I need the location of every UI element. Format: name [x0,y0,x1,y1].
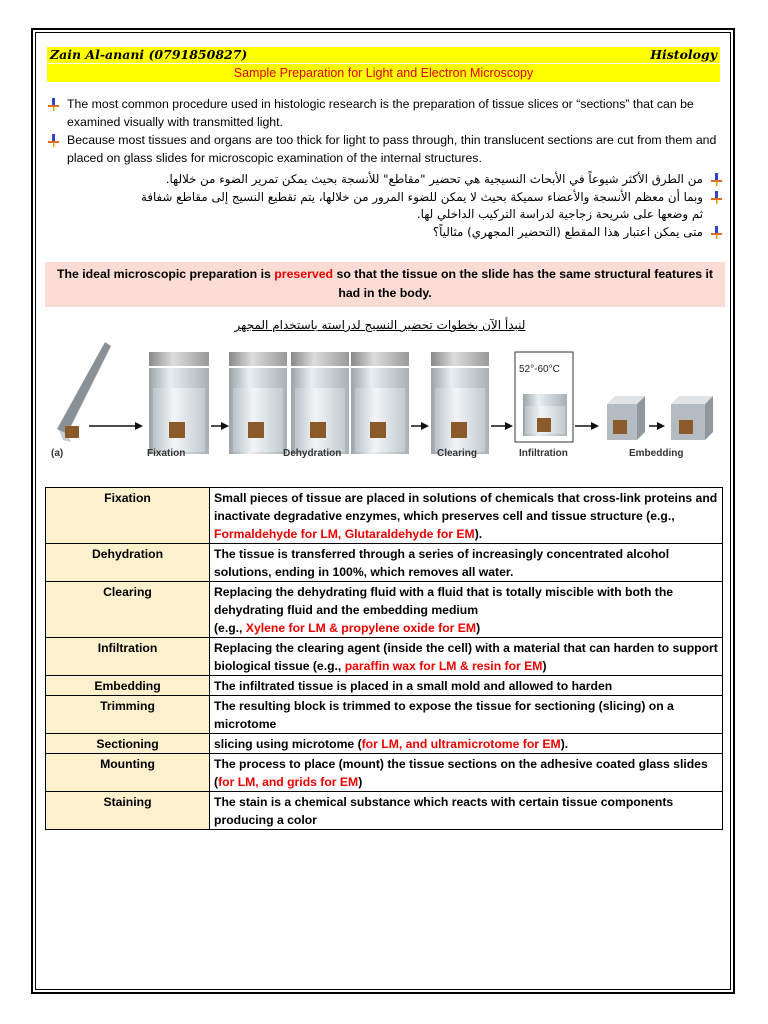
statement-before: The ideal microscopic preparation is [56,267,275,281]
stage-label-clearing: Clearing [437,448,478,459]
step-term: Embedding [46,676,210,696]
list-item [45,95,725,131]
list-item [45,131,725,167]
table-row [46,792,723,830]
table-row [46,582,723,638]
stage-label-embedding: Embedding [629,448,684,459]
bullet-text: متى يمكن اعتبار هذا المقطع (التحضير المجهري) مثالياً؟ [432,224,703,239]
stage-label-fixation: Fixation [147,448,186,459]
list-item [100,171,725,189]
scalpel-icon [57,342,111,442]
clearing-jar-icon [431,352,489,454]
step-description [210,488,723,544]
dehydration-jar-icon [229,352,287,454]
arrow-icon [411,422,429,430]
step-text-end: ) [542,659,547,673]
step-description [210,696,723,734]
key-statement-box [45,262,725,307]
statement-after: so that the tissue on the slide has the same structural features it had in the body. [333,267,714,300]
bullet-text: Because most tissues and organs are too thick for light to pass through, thin translucent sections are cut from them and placed on glass slides for microscopic examination of the internal structures. [67,133,717,165]
subject-label: Histology [650,47,717,62]
step-example: Formaldehyde for LM, Glutaraldehyde for EM [214,527,475,541]
step-example: Xylene for LM & propylene oxide for EM [245,621,477,635]
arabic-section-heading: لنبدأ الآن بخطوات تحضير النسيج لدراسته باستخدام المجهر [234,318,526,332]
table-row [46,734,723,754]
step-text: The infiltrated tissue is placed in a small mold and allowed to harden [214,679,613,693]
step-example: paraffin wax for LM & resin for EM [344,659,543,673]
list-item [100,189,725,207]
step-description [210,582,723,638]
step-description [210,638,723,676]
pushpin-bullet-icon [47,134,60,147]
step-description [210,734,723,754]
arrow-icon [491,422,513,430]
stage-label-dehydration: Dehydration [283,448,342,459]
stage-label-infiltration: Infiltration [519,448,568,459]
step-description [210,792,723,830]
table-row [46,638,723,676]
pushpin-bullet-icon [710,226,723,239]
step-term: Sectioning [46,734,210,754]
statement-emphasis: preserved [274,267,334,281]
bullet-text: من الطرق الأكثر شيوعاً في الأبحاث النسيجية هي تحضير "مقاطع" للأنسجة بحيث يمكن تمرير الضوء من خلالها. [165,172,703,186]
table-row [46,544,723,582]
step-example: for LM, and grids for EM [218,775,359,789]
arrow-icon [89,422,143,430]
arrow-icon [211,422,229,430]
step-term: Trimming [46,696,210,734]
step-text: Replacing the dehydrating fluid with a fluid that is totally miscible with both the dehydrating fluid and the embedding medium (e.g., [214,585,674,635]
bullet-text: وبما أن معظم الأنسجة والأعضاء سميكة بحيث لا يمكن للضوء المرور من خلالها، يتم تقطيع النسيج إلى مقاطع شفافة [141,189,703,204]
step-text-end: ). [474,527,483,541]
dehydration-jar-icon [351,352,409,454]
pushpin-bullet-icon [47,98,60,111]
step-text: Small pieces of tissue are placed in solutions of chemicals that cross-link proteins and inactivate degradative enzymes, which preserves cell and tissue structure (e.g., [214,491,718,523]
preparation-steps-table [45,487,723,830]
bullet-continuation: ثم وضعها على شريحة زجاجية لدراسة التركيب الداخلي لها. [416,207,703,221]
table-row [46,696,723,734]
tissue-preparation-diagram [45,334,725,474]
embedding-block-icon [671,396,713,440]
step-term: Dehydration [46,544,210,582]
english-bullet-list [45,95,725,167]
step-text-end: ). [560,737,569,751]
list-item [100,224,725,242]
step-description [210,676,723,696]
step-term: Infiltration [46,638,210,676]
step-text: The process to place (mount) the tissue sections on the adhesive coated glass slides ( [214,757,708,789]
step-text: Replacing the clearing agent (inside the cell) with a material that can harden to support biological tissue (e.g., [214,641,718,673]
step-term: Staining [46,792,210,830]
arrow-icon [649,422,665,430]
bullet-text: The most common procedure used in histologic research is the preparation of tissue slices or “sections” that can be examined visually with transmitted light. [67,97,694,129]
fixation-jar-icon [149,352,209,454]
step-description [210,754,723,792]
arrow-icon [575,422,599,430]
table-row [46,488,723,544]
step-text: The resulting block is trimmed to expose the tissue for sectioning (slicing) on a microtome [214,699,674,731]
pushpin-bullet-icon [710,191,723,204]
step-text: slicing using microtome ( [214,737,362,751]
dehydration-jar-icon [291,352,349,454]
arabic-bullet-list [100,171,725,241]
infiltration-temperature: 52°-60°C [519,364,560,375]
page-title: Sample Preparation for Light and Electron Microscopy [47,64,720,82]
embedding-mold-icon [607,396,645,440]
step-text: The stain is a chemical substance which reacts with certain tissue components producing a color [214,795,674,827]
header-bar [47,47,720,63]
author-label: Zain Al-anani (0791850827) [50,47,248,62]
step-term: Clearing [46,582,210,638]
panel-label: (a) [51,448,64,459]
step-example: for LM, and ultramicrotome for EM [361,737,561,751]
table-row [46,754,723,792]
step-term: Fixation [46,488,210,544]
step-description [210,544,723,582]
step-text: The tissue is transferred through a series of increasingly concentrated alcohol solutions, ending in 100%, which removes all water. [214,547,670,579]
pushpin-bullet-icon [710,173,723,186]
step-term: Mounting [46,754,210,792]
step-text-end: ) [476,621,481,635]
step-text-end: ) [358,775,363,789]
table-row [46,676,723,696]
